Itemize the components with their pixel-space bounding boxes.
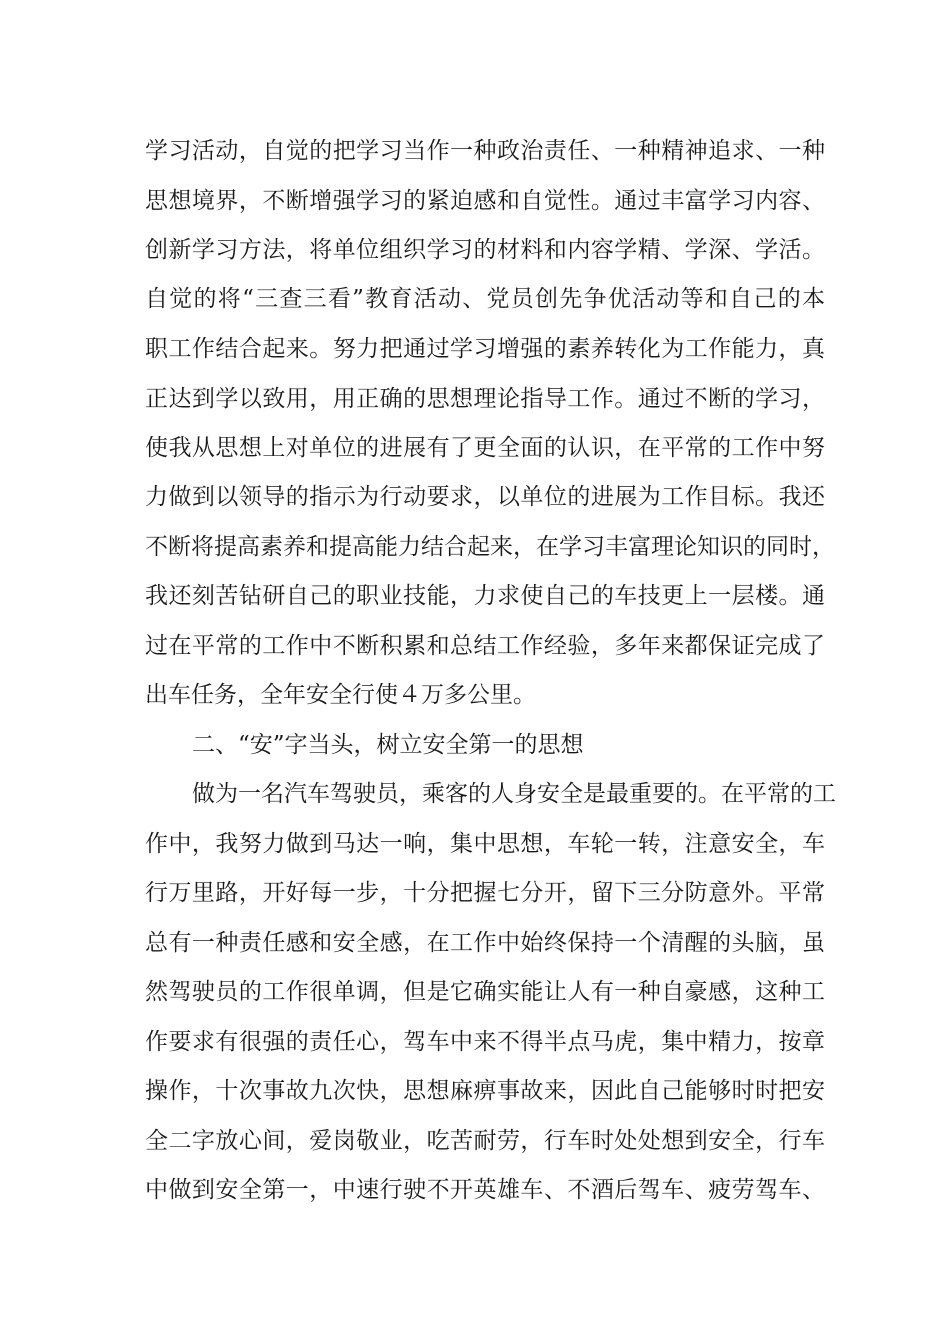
- paragraph-line: 作要求有很强的责任心，驾车中来不得半点马虎，集中精力，按章: [145, 1029, 825, 1055]
- paragraph-line: 自觉的将“三查三看”教育活动、党员创先争优活动等和自己的本: [145, 286, 825, 312]
- paragraph-line: 不断将提高素养和提高能力结合起来，在学习丰富理论知识的同时，: [145, 534, 835, 560]
- paragraph-line: 思想境界，不断增强学习的紧迫感和自觉性。通过丰富学习内容、: [145, 188, 825, 214]
- paragraph-line: 作中，我努力做到马达一响，集中思想，车轮一转，注意安全，车: [145, 831, 825, 857]
- paragraph-line: 全二字放心间，爱岗敬业，吃苦耐劳，行车时处处想到安全，行车: [145, 1128, 825, 1154]
- paragraph-line: 我还刻苦钻研自己的职业技能，力求使自己的车技更上一层楼。通: [145, 583, 825, 609]
- paragraph-line: 然驾驶员的工作很单调，但是它确实能让人有一种自豪感，这种工: [145, 979, 825, 1005]
- paragraph-line: 总有一种责任感和安全感，在工作中始终保持一个清醒的头脑，虽: [145, 930, 825, 956]
- paragraph-line: 操作，十次事故九次快，思想麻痹事故来，因此自己能够时时把安: [145, 1078, 825, 1104]
- paragraph-line: 使我从思想上对单位的进展有了更全面的认识，在平常的工作中努: [145, 435, 825, 461]
- paragraph-line: 中做到安全第一，中速行驶不开英雄车、不酒后驾车、疲劳驾车、: [145, 1177, 825, 1203]
- paragraph-line: 正达到学以致用，用正确的思想理论指导工作。通过不断的学习，: [145, 386, 825, 412]
- paragraph-line: 出车任务，全年安全行使４万多公里。: [145, 682, 536, 708]
- paragraph-line: 力做到以领导的指示为行动要求，以单位的进展为工作目标。我还: [145, 484, 825, 510]
- paragraph-line: 创新学习方法，将单位组织学习的材料和内容学精、学深、学活。: [145, 237, 825, 263]
- paragraph-line: 过在平常的工作中不断积累和总结工作经验，多年来都保证完成了: [145, 633, 825, 659]
- paragraph-line: 行万里路，开好每一步，十分把握七分开，留下三分防意外。平常: [145, 880, 825, 906]
- paragraph-line: 职工作结合起来。努力把通过学习增强的素养转化为工作能力，真: [145, 336, 825, 362]
- paragraph-line: 学习活动，自觉的把学习当作一种政治责任、一种精神追求、一种: [145, 138, 825, 164]
- paragraph-line: 做为一名汽车驾驶员，乘客的人身安全是最重要的。在平常的工: [192, 781, 836, 807]
- section-heading: 二、“安”字当头，树立安全第一的思想: [192, 732, 584, 758]
